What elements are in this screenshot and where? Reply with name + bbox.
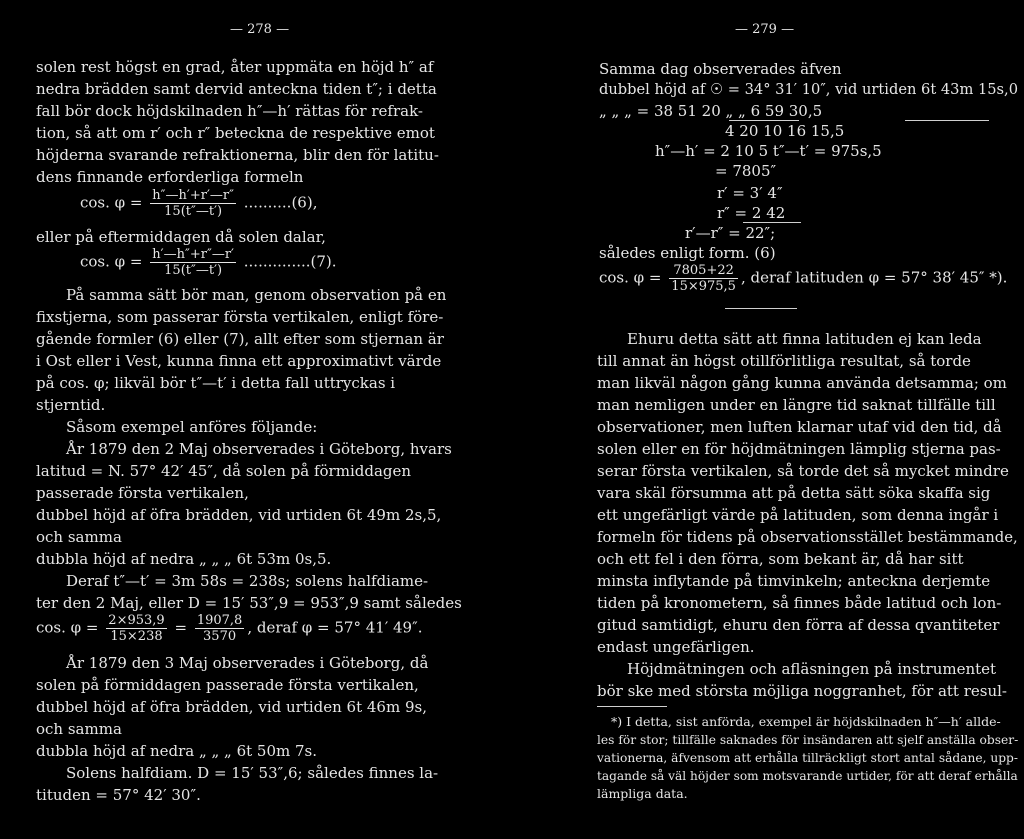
fraction: [106, 613, 166, 644]
text-line: fixstjerna, som passerar första vertikalen, enligt före-: [36, 308, 444, 326]
footnote-line: tagande så väl höjder som motsvarande urtider, för att deraf erhålla: [597, 768, 1018, 783]
text-line: På samma sätt bör man, genom observation på en: [66, 286, 447, 304]
text-line: Såsom exempel anföres följande:: [66, 418, 318, 436]
text-line: tituden = 57° 42′ 30″.: [36, 786, 201, 804]
text-line: „ „ „ = 38 51 20 „ „ 6 59 30,5: [599, 102, 823, 120]
text-line: och samma: [36, 528, 122, 546]
text-line: dubbla höjd af nedra „ „ „ 6t 50m 7s.: [36, 742, 318, 760]
text-line: r′—r″ = 22″;: [685, 224, 776, 242]
text-line: = 7805″: [715, 162, 777, 180]
formula-7: [80, 247, 337, 278]
denominator: 15(t″—t′): [164, 204, 223, 219]
numerator: 7805+22: [669, 263, 738, 279]
text-line: höjderna svarande refraktionerna, blir den för latitu-: [36, 146, 439, 164]
formula-tail: , deraf φ = 57° 41′ 49″.: [247, 618, 423, 637]
numerator: 2×953,9: [108, 613, 165, 628]
text-line: Samma dag observerades äfven: [599, 60, 842, 78]
text-line: Ehuru detta sätt att finna latituden ej kan leda: [627, 330, 982, 348]
text-line: dubbla höjd af nedra „ „ „ 6t 53m 0s,5.: [36, 550, 332, 568]
footnote-line: vationerna, äfvensom att erhålla tillräckligt stort antal sådane, upp-: [597, 750, 1018, 765]
text-line: stjerntid.: [36, 396, 106, 414]
text-line: tiden på kronometern, så finnes både latitud och lon-: [597, 594, 1002, 612]
text-line: och ett fel i den förra, som bekant är, då har sitt: [597, 550, 964, 568]
equals-sign: =: [174, 618, 188, 637]
sum-rule: [729, 120, 799, 121]
formula-result: [599, 263, 1007, 294]
text-line: latitud = N. 57° 42′ 45″, då solen på förmiddagen: [36, 462, 412, 480]
text-line: på cos. φ; likväl bör t″—t′ i detta fall uttryckas i: [36, 374, 396, 392]
text-line: År 1879 den 2 Maj observerades i Göteborg, hvars: [66, 440, 452, 458]
text-line: ett ungefärligt värde på latituden, som denna ingår i: [597, 506, 999, 524]
fraction: [195, 613, 245, 644]
text-line: formeln för tidens på observationsstället bestämmande,: [597, 528, 1018, 546]
footnote-line: lämpliga data.: [597, 786, 688, 801]
right-page: [515, 0, 1024, 839]
fraction: [150, 188, 236, 219]
numerator: h′—h″+r″—r′: [152, 247, 234, 262]
text-line: fall bör dock höjdskilnaden h″—h′ rättas för refrak-: [36, 102, 423, 120]
text-line: eller på eftermiddagen då solen dalar,: [36, 228, 326, 246]
fraction: [150, 247, 236, 278]
formula-lhs: cos. φ =: [80, 193, 143, 212]
numerator: h″—h′+r′—r″: [152, 188, 234, 203]
text-line: Solens halfdiam. D = 15′ 53″,6; således finnes la-: [66, 764, 439, 782]
text-line: Deraf t″—t′ = 3m 58s = 238s; solens halfdiame-: [66, 572, 429, 590]
denominator: 15(t″—t′): [164, 263, 223, 278]
formula-lhs: cos. φ =: [36, 618, 99, 637]
formula-tag: ..........(6),: [243, 193, 318, 212]
text-line: och samma: [36, 720, 122, 738]
denominator: 3570: [203, 629, 237, 644]
text-line: dubbel höjd af ☉ = 34° 31′ 10″, vid urtiden 6t 43m 15s,0: [599, 80, 1018, 98]
text-line: i Ost eller i Vest, kunna finna ett approximativt värde: [36, 352, 442, 370]
text-line: dubbel höjd af öfra brädden, vid urtiden 6t 46m 9s,: [36, 698, 427, 716]
text-line: observationer, men luften klarnar utaf vid den tid, då: [597, 418, 1002, 436]
formula-example: [36, 613, 422, 644]
text-line: ter den 2 Maj, eller D = 15′ 53″,9 = 953″,9 samt således: [36, 594, 462, 612]
text-line: solen eller en för höjdmätningen lämplig stjerna pas-: [597, 440, 1001, 458]
text-line: serar första vertikalen, så torde det så mycket mindre: [597, 462, 1009, 480]
text-line: vara skäl försumma att på detta sätt söka skaffa sig: [597, 484, 991, 502]
denominator: 15×238: [110, 629, 163, 644]
text-line: till annat än högst otillförlitliga resultat, så torde: [597, 352, 971, 370]
text-line: endast ungefärligen.: [597, 638, 755, 656]
formula-tag: ..............(7).: [243, 252, 337, 271]
footnote-rule: [597, 706, 667, 707]
left-page: [0, 0, 500, 839]
formula-lhs: cos. φ =: [599, 268, 662, 287]
formula-6: [80, 188, 317, 219]
text-line: tion, så att om r′ och r″ beteckna de respektive emot: [36, 124, 435, 142]
footnote-line: *) I detta, sist anförda, exempel är höjdskilnaden h″—h′ allde-: [611, 714, 1001, 729]
text-line: h″—h′ = 2 10 5 t″—t′ = 975s,5: [655, 142, 882, 160]
text-line: dens finnande erforderliga formeln: [36, 168, 304, 186]
fraction: [669, 263, 738, 294]
text-line: dubbel höjd af öfra brädden, vid urtiden 6t 49m 2s,5,: [36, 506, 442, 524]
text-line: man nemligen under en längre tid saknat tillfälle till: [597, 396, 996, 414]
text-line: År 1879 den 3 Maj observerades i Göteborg, då: [66, 654, 429, 672]
text-line: nedra brädden samt dervid anteckna tiden t″; i detta: [36, 80, 437, 98]
footnote-line: les för stor; tillfälle saknades för insändaren att sjelf anställa obser-: [597, 732, 1019, 747]
section-rule: [725, 308, 797, 309]
page-number: — 279 —: [735, 22, 795, 37]
text-line: bör ske med största möjliga noggranhet, för att resul-: [597, 682, 1007, 700]
text-line: passerade första vertikalen,: [36, 484, 249, 502]
text-line: solen rest högst en grad, åter uppmäta en höjd h″ af: [36, 58, 434, 76]
text-line: r′ = 3′ 4″: [717, 184, 783, 202]
text-line: r″ = 2 42: [717, 204, 786, 222]
sum-rule: [743, 222, 801, 223]
text-line: man likväl någon gång kunna använda detsamma; om: [597, 374, 1007, 392]
text-line: minsta inflytande på timvinkeln; anteckna derjemte: [597, 572, 991, 590]
denominator: 15×975,5: [671, 279, 736, 294]
formula-lhs: cos. φ =: [80, 252, 143, 271]
formula-tail: , deraf latituden φ = 57° 38′ 45″ *).: [740, 268, 1008, 287]
sum-rule: [905, 120, 989, 121]
text-line: gitud samtidigt, ehuru den förra af dessa qvantiteter: [597, 616, 1000, 634]
text-line: således enligt form. (6): [599, 244, 776, 262]
text-line: 4 20 10 16 15,5: [725, 122, 845, 140]
text-line: solen på förmiddagen passerade första vertikalen,: [36, 676, 419, 694]
text-line: Höjdmätningen och afläsningen på instrumentet: [627, 660, 997, 678]
text-line: gående formler (6) eller (7), allt efter som stjernan är: [36, 330, 444, 348]
numerator: 1907,8: [196, 613, 243, 628]
page-number: — 278 —: [230, 22, 290, 37]
